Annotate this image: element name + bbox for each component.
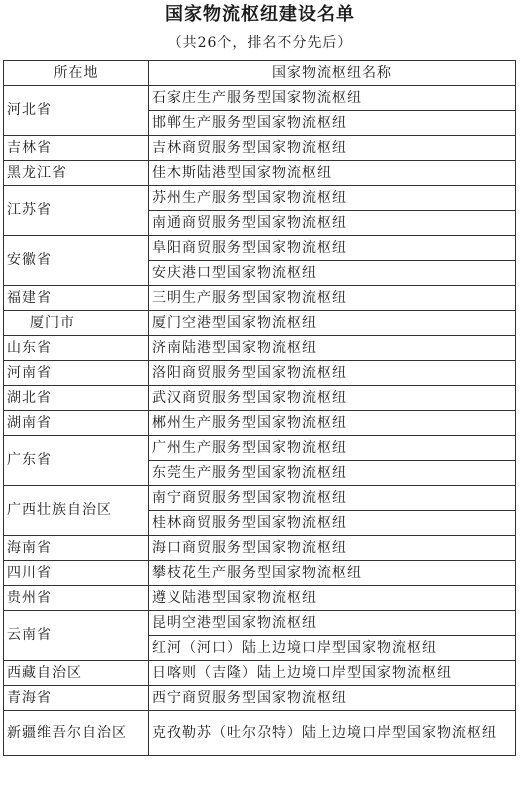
location-cell: 云南省 [4,611,149,661]
hub-name-cell: 广州生产服务型国家物流枢纽 [149,436,516,461]
location-cell: 青海省 [4,686,149,711]
table-row [4,336,516,361]
hub-name-cell: 石家庄生产服务型国家物流枢纽 [149,86,516,111]
hub-name-cell: 克孜勒苏（吐尔尕特）陆上边境口岸型国家物流枢纽 [149,711,516,756]
hub-name-cell: 遵义陆港型国家物流枢纽 [149,586,516,611]
location-cell: 黑龙江省 [4,161,149,186]
hub-name-cell: 三明生产服务型国家物流枢纽 [149,286,516,311]
hub-name-cell: 桂林商贸服务型国家物流枢纽 [149,511,516,536]
table-row [4,711,516,756]
hub-name-cell: 苏州生产服务型国家物流枢纽 [149,186,516,211]
hub-name-cell: 阜阳商贸服务型国家物流枢纽 [149,236,516,261]
hub-name-cell: 昆明空港型国家物流枢纽 [149,611,516,636]
location-cell: 西藏自治区 [4,661,149,686]
hub-name-cell: 洛阳商贸服务型国家物流枢纽 [149,361,516,386]
table-row [4,361,516,386]
hub-name-cell: 吉林商贸服务型国家物流枢纽 [149,136,516,161]
location-cell: 江苏省 [4,186,149,236]
location-cell: 新疆维吾尔自治区 [4,711,149,756]
table-row [4,411,516,436]
location-cell: 河北省 [4,86,149,136]
hub-list-table [3,60,516,756]
hub-name-cell: 南宁商贸服务型国家物流枢纽 [149,486,516,511]
table-header-row [4,61,516,86]
header-location: 所在地 [4,61,149,86]
header-hub-name: 国家物流枢纽名称 [149,61,516,86]
table-row [4,486,516,511]
hub-name-cell: 南通商贸服务型国家物流枢纽 [149,211,516,236]
hub-name-cell: 红河（河口）陆上边境口岸型国家物流枢纽 [149,636,516,661]
hub-name-cell: 攀枝花生产服务型国家物流枢纽 [149,561,516,586]
table-row [4,686,516,711]
table-row [4,436,516,461]
location-cell: 湖北省 [4,386,149,411]
table-row [4,161,516,186]
hub-name-cell: 西宁商贸服务型国家物流枢纽 [149,686,516,711]
location-cell: 安徽省 [4,236,149,286]
hub-name-cell: 佳木斯陆港型国家物流枢纽 [149,161,516,186]
location-cell: 广东省 [4,436,149,486]
hub-name-cell: 安庆港口型国家物流枢纽 [149,261,516,286]
table-body [4,86,516,756]
location-cell: 广西壮族自治区 [4,486,149,536]
hub-name-cell: 邯郸生产服务型国家物流枢纽 [149,111,516,136]
table-row [4,611,516,636]
hub-name-cell: 海口商贸服务型国家物流枢纽 [149,536,516,561]
table-row [4,536,516,561]
table-row [4,386,516,411]
table-row [4,586,516,611]
location-cell: 山东省 [4,336,149,361]
table-row [4,86,516,111]
location-cell: 厦门市 [4,311,149,336]
location-cell: 海南省 [4,536,149,561]
location-cell: 福建省 [4,286,149,311]
location-cell: 四川省 [4,561,149,586]
location-cell: 河南省 [4,361,149,386]
hub-name-cell: 济南陆港型国家物流枢纽 [149,336,516,361]
location-cell: 贵州省 [4,586,149,611]
hub-name-cell: 郴州生产服务型国家物流枢纽 [149,411,516,436]
hub-name-cell: 日喀则（吉隆）陆上边境口岸型国家物流枢纽 [149,661,516,686]
document-subtitle: （共26个，排名不分先后） [167,35,353,51]
table-row [4,236,516,261]
location-cell: 吉林省 [4,136,149,161]
table-row [4,286,516,311]
table-row [4,311,516,336]
hub-name-cell: 武汉商贸服务型国家物流枢纽 [149,386,516,411]
table-row [4,136,516,161]
location-cell: 湖南省 [4,411,149,436]
document-title: 国家物流枢纽建设名单 [165,4,355,25]
table-row [4,561,516,586]
hub-name-cell: 东莞生产服务型国家物流枢纽 [149,461,516,486]
table-row [4,186,516,211]
table-row [4,661,516,686]
hub-name-cell: 厦门空港型国家物流枢纽 [149,311,516,336]
